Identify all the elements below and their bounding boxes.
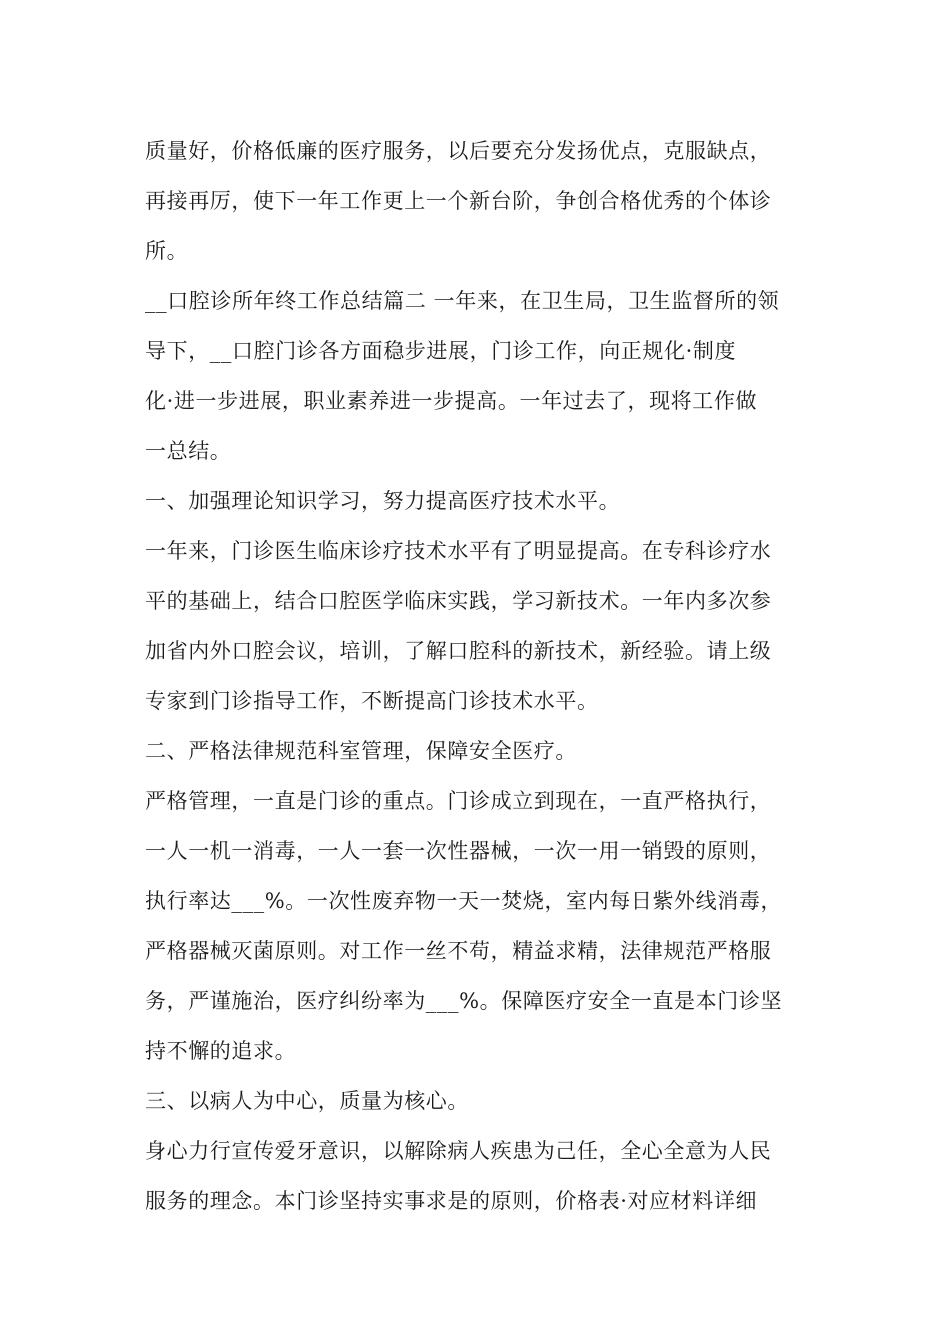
text-line: 持不懈的追求。: [145, 1039, 297, 1063]
text-line: 执行率达___%。一次性废弃物一天一焚烧，室内每日紫外线消毒，: [145, 889, 783, 913]
text-line: 一年来，门诊医生临床诊疗技术水平有了明显提高。在专科诊疗水: [145, 539, 772, 563]
heading-three: 三、以病人为中心，质量为核心。: [145, 1089, 469, 1113]
text-line: 严格器械灭菌原则。对工作一丝不苟，精益求精，法律规范严格服: [145, 939, 772, 963]
text-line: 再接再厉，使下一年工作更上一个新台阶，争创合格优秀的个体诊: [145, 189, 772, 213]
text-line: 身心力行宣传爱牙意识，以解除病人疾患为己任，全心全意为人民: [145, 1139, 772, 1163]
text-line: 平的基础上，结合口腔医学临床实践，学习新技术。一年内多次参: [145, 589, 772, 613]
text-line: 务，严谨施治，医疗纠纷率为___%。保障医疗安全一直是本门诊坚: [145, 989, 783, 1013]
section-title-line: __口腔诊所年终工作总结篇二 一年来，在卫生局，卫生监督所的领: [145, 289, 780, 313]
text-line: 加省内外口腔会议，培训，了解口腔科的新技术，新经验。请上级: [145, 639, 772, 663]
text-line: 专家到门诊指导工作，不断提高门诊技术水平。: [145, 689, 599, 713]
text-line: 服务的理念。本门诊坚持实事求是的原则，价格表·对应材料详细: [145, 1189, 758, 1213]
text-line: 质量好，价格低廉的医疗服务，以后要充分发扬优点，克服缺点，: [145, 139, 772, 163]
text-line: 严格管理，一直是门诊的重点。门诊成立到现在，一直严格执行，: [145, 789, 772, 813]
text-line: 导下，__口腔门诊各方面稳步进展，门诊工作，向正规化·制度: [145, 339, 737, 363]
text-line: 一总结。: [145, 439, 232, 463]
heading-one: 一、加强理论知识学习，努力提高医疗技术水平。: [145, 489, 621, 513]
body-text: [145, 126, 815, 1226]
text-line: 一人一机一消毒，一人一套一次性器械，一次一用一销毁的原则，: [145, 839, 772, 863]
text-line: 所。: [145, 239, 189, 263]
heading-two: 二、严格法律规范科室管理，保障安全医疗。: [145, 739, 577, 763]
text-line: 化·进一步进展，职业素养进一步提高。一年过去了，现将工作做: [145, 389, 758, 413]
